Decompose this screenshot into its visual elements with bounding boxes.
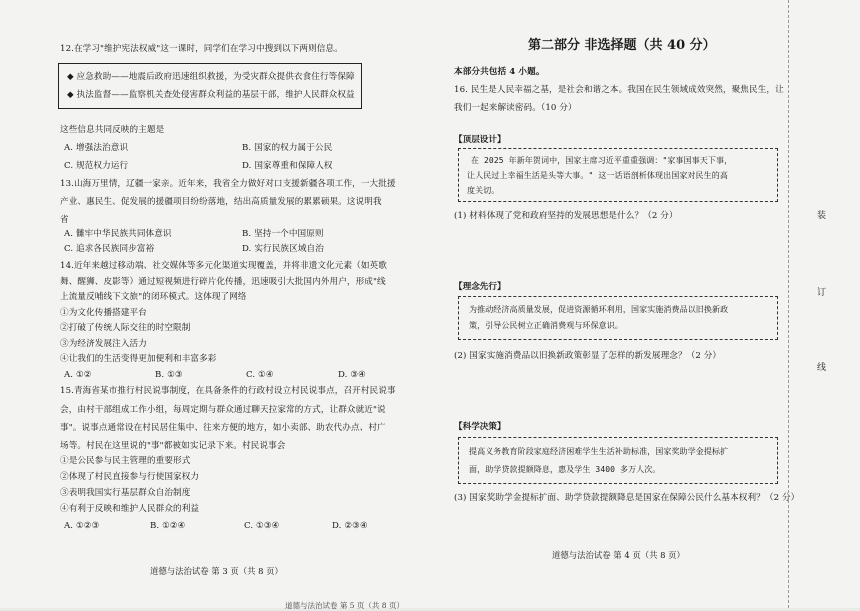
binding-char-1: 装 (817, 211, 827, 221)
left-page (0, 0, 430, 608)
section-heading-decision: 【科学决策】 (454, 422, 506, 432)
q15-statement-3: ③表明我国实行基层群众自治制度 (60, 488, 191, 498)
q12-info-box (58, 63, 362, 109)
q13-line-2: 产业、惠民生、促发展的援疆项目纷纷落地，结出高质量发展的累累硕果。这说明我 (60, 197, 382, 207)
q13-option-a: A. 雠牢中华民族共同体意识 (64, 229, 172, 239)
q15-line-2: 会，由村干部组成工作小组，每周定期与群众通过聊天拉家常的方式，让群众就近"说 (60, 405, 386, 415)
q15-option-a: A. ①②③ (64, 521, 100, 531)
q16-sub-1: (1) 材料体现了党和政府坚持的发展思想是什么？（2 分） (454, 211, 678, 221)
q12-option-c: C. 规范权力运行 (64, 161, 129, 171)
q14-line-2: 舞、醒狮、皮影等）通过短视频进行碎片化传播，迅速吸引大批国内外用户，形成"线 (60, 277, 386, 287)
q14-option-a: A. ①② (64, 370, 92, 380)
q14-statement-1: ①为文化传播搭建平台 (60, 308, 147, 318)
q15-line-1: 15.青海省某市推行村民说事制度，在具备条件的行政村设立村民说事点，召开村民说事 (60, 386, 396, 396)
q15-option-d: D. ②③④ (332, 521, 368, 531)
material-2-line-1: 为推动经济高质量发展，促进资源循环利用，国家实施消费品以旧换新政 (469, 305, 729, 314)
q15-statement-1: ①是公民参与民主管理的重要形式 (60, 456, 191, 466)
q12-info-2: ◆ 执法监督——监察机关查处侵害群众利益的基层干部，维护人民群众权益 (67, 90, 355, 100)
binding-char-3: 线 (817, 363, 827, 373)
q12-info-1: ◆ 应急救助——地震后政府迅速组织救援，为受灾群众提供衣食住行等保障 (67, 72, 355, 82)
q14-statement-3: ③为经济发展注入活力 (60, 339, 147, 349)
section-heading-top-design: 【顶层设计】 (454, 135, 506, 145)
q15-line-3: 事"。说事点通常设在村民居住集中、往来方便的地方，如小卖部、助农代办点、村广 (60, 423, 386, 433)
q15-option-b: B. ①②④ (150, 521, 186, 531)
page-footer-left: 道德与法治试卷 第 3 页（共 8 页） (150, 566, 283, 576)
material-1-line-3: 度关切。 (467, 186, 500, 195)
material-2-line-2: 策，引导公民树立正确消费观与环保意识。 (469, 321, 623, 330)
q12-option-a: A. 增强法治意识 (64, 143, 129, 153)
q13-line-3: 省 (60, 215, 69, 225)
q14-line-3: 上流量反哺线下文旅"的闭环模式。这体现了网络 (60, 292, 247, 302)
q12-stem: 12.在学习"维护宪法权威"这一课时，同学们在学习中搜到以下两则信息。 (60, 44, 343, 54)
q12-prompt: 这些信息共同反映的主题是 (60, 125, 165, 135)
q16-line-1: 16. 民生是人民幸福之基，是社会和谐之本。我国在民生领域成效突然，聚焦民生，让 (454, 85, 784, 95)
binding-char-2: 订 (817, 288, 827, 298)
material-box-1 (458, 148, 778, 202)
q15-statement-2: ②体现了村民直接参与行使国家权力 (60, 472, 200, 482)
section-intro: 本部分共包括 4 小题。 (454, 67, 545, 77)
material-box-2 (458, 296, 778, 340)
q13-option-d: D. 实行民族区域自治 (242, 244, 324, 254)
q12-option-d: D. 国家尊重和保障人权 (242, 161, 333, 171)
q15-statement-4: ④有利于反映和维护人民群众的利益 (60, 504, 200, 514)
q14-option-c: C. ①④ (246, 370, 274, 380)
q16-sub-2: (2) 国家实施消费品以旧换新政策彰显了怎样的新发展理念？（2 分） (454, 351, 722, 361)
q16-sub-3: (3) 国家奖助学金提标扩面、助学贷款提额降息是国家在保障公民什么基本权利？（2 分） (454, 493, 800, 503)
q14-option-b: B. ①③ (155, 370, 183, 380)
binding-margin (788, 0, 827, 608)
section-title: 第二部分 非选择题（共 40 分） (528, 38, 716, 53)
material-box-3 (458, 437, 778, 484)
q13-option-c: C. 追求各民族同步富裕 (64, 244, 155, 254)
q12-option-b: B. 国家的权力属于公民 (242, 143, 333, 153)
material-3-line-1: 提高义务教育阶段家庭经济困难学生生活补助标准，国家奖助学金提标扩 (469, 447, 729, 456)
q13-line-1: 13.山海万里情，辽疆一家亲。近年来，我省全力做好对口支援新疆各项工作，一大批援 (60, 179, 396, 189)
q14-statement-2: ②打破了传统人际交往的时空限制 (60, 323, 191, 333)
section-heading-concept: 【理念先行】 (454, 282, 506, 292)
q16-line-2: 我们一起来解读密码。（10 分） (454, 103, 577, 113)
cut-off-footer: 道德与法治试卷 第 5 页（共 8 页） (285, 601, 404, 610)
q15-line-4: 场等。村民在这里说的"事"都被如实记录下来。村民说事会 (60, 441, 286, 451)
q15-option-c: C. ①③④ (244, 521, 280, 531)
material-1-line-2: 让人民过上幸福生活是头等大事。" 这一话语剖析体现出国家对民生的高 (467, 171, 728, 180)
material-3-line-2: 面，助学贷款提额降息，惠及学生 3400 多万人次。 (469, 465, 661, 474)
q14-line-1: 14.近年来越过移动端、社交媒体等多元化渠道实现覆盖，并将非遗文化元素（如英歌 (60, 261, 387, 271)
q14-option-d: D. ③④ (338, 370, 366, 380)
q13-option-b: B. 坚持一个中国原则 (242, 229, 324, 239)
q14-statement-4: ④让我们的生活变得更加便利和丰富多彩 (60, 354, 217, 364)
material-1-line-1: 在 2025 年新年贺词中，国家主席习近平重重强调："家事国事天下事， (471, 156, 733, 165)
page-footer-right: 道德与法治试卷 第 4 页（共 8 页） (552, 550, 685, 560)
